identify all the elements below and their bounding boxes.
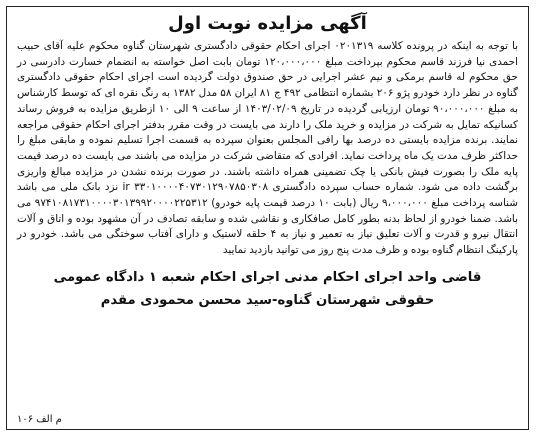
signature-block: [7, 266, 528, 312]
reference-code: م الف ۱۰۶: [17, 414, 62, 425]
notice-title: آگهی مزایده نوبت اول: [168, 13, 367, 34]
signature-line-1: قاضی واحد اجرای احکام مدنی اجرای احکام شعبه ۱ دادگاه عمومی: [53, 269, 482, 285]
auction-notice: [6, 6, 529, 430]
signature-line-2: حقوقی شهرستان گناوه-سید محسن محمودی مقدم: [100, 292, 435, 308]
notice-body: با توجه به اینکه در پرونده کلاسه ۰۲۰۱۳۱۹ اجرای احکام حقوقی دادگستری شهرستان گناوه محکوم علیه آقای حبیب احمدی نیا فرزند قاسم محکوم بپرداخت مبلغ ۱۲۰،۰۰۰،۰۰۰ تومان بابت اصل خواسته به انضمام خسارت دادرسی در حق محکوم له قاسم برمکی و نیم عشر اجرایی در حق صندوق دولت گردیده است اجرای احکام حقوقی دادگستری گناوه در نظر دارد خودرو پژو ۲۰۶ بشماره انتظامی ۴۹۲ ج ۸۱ ایران ۵۸ مدل ۱۳۸۲ به رنگ نقره ای که توسط کارشناس به مبلغ ۹۰،۰۰۰،۰۰۰ تومان ارزیابی گردیده در تاریخ ۱۴۰۳/۰۲/۰۹ از ساعت ۹ الی ۱۰ ازطریق مزایده به فروش رساند کسانیکه تمایل به شرکت در مزایده و خرید ملک را دارند می بایست در وقت مقرر بدفتر اجرای احکام حقوقی مراجعه نمایند. برنده مزایده بایستی ده درصد بها رافی المجلس بعنوان سپرده به قسمت اجرا تسلیم نموده و مابقی مبلغ را حداکثر ظرف مدت یک ماه پرداخت نماید. افرادی که متقاضی شرکت در مزایده می باشند می بایست ده درصد قیمت پایه ملک را بصورت فیش بانکی یا چک تضمینی همراه داشته باشند. در صورت برنده نشدن در مزایده مبالغ واریزی برگشت داده می شود. شماره حساب سپرده دادگستری ۳۳۰۱۰۰۰۰۴۰۷۳۰۱۲۹۰۷۸۵۰۳۰۸ ir نزد بانک ملی می باشد شناسه پرداخت مبلغ ۹،۰۰۰،۰۰۰ ریال (بابت ۱۰ درصد قیمت پایه خودرو) ۹۷۴۱۰۸۱۷۳۱۰۰۰۰۳۰۱۳۹۹۲۰۰۰۰۲۲۵۳۱۲ می باشد. ضمنا خودرو از لحاظ بدنه بطور کامل صافکاری و نقاشی شده و سابقه تصادف در آن مشهود بوده و اتاق و آلات انتقال نیرو و قدرت و آلات تعلیق نیاز به تعمیر و نیاز به ۴ حلقه لاستیک و دارای آفتاب سوختگی می باشد. خودرو در پارکینگ انتظام گناوه بوده و ظرف مدت پنج روز می توانید بازدید نمایید: [17, 40, 519, 257]
